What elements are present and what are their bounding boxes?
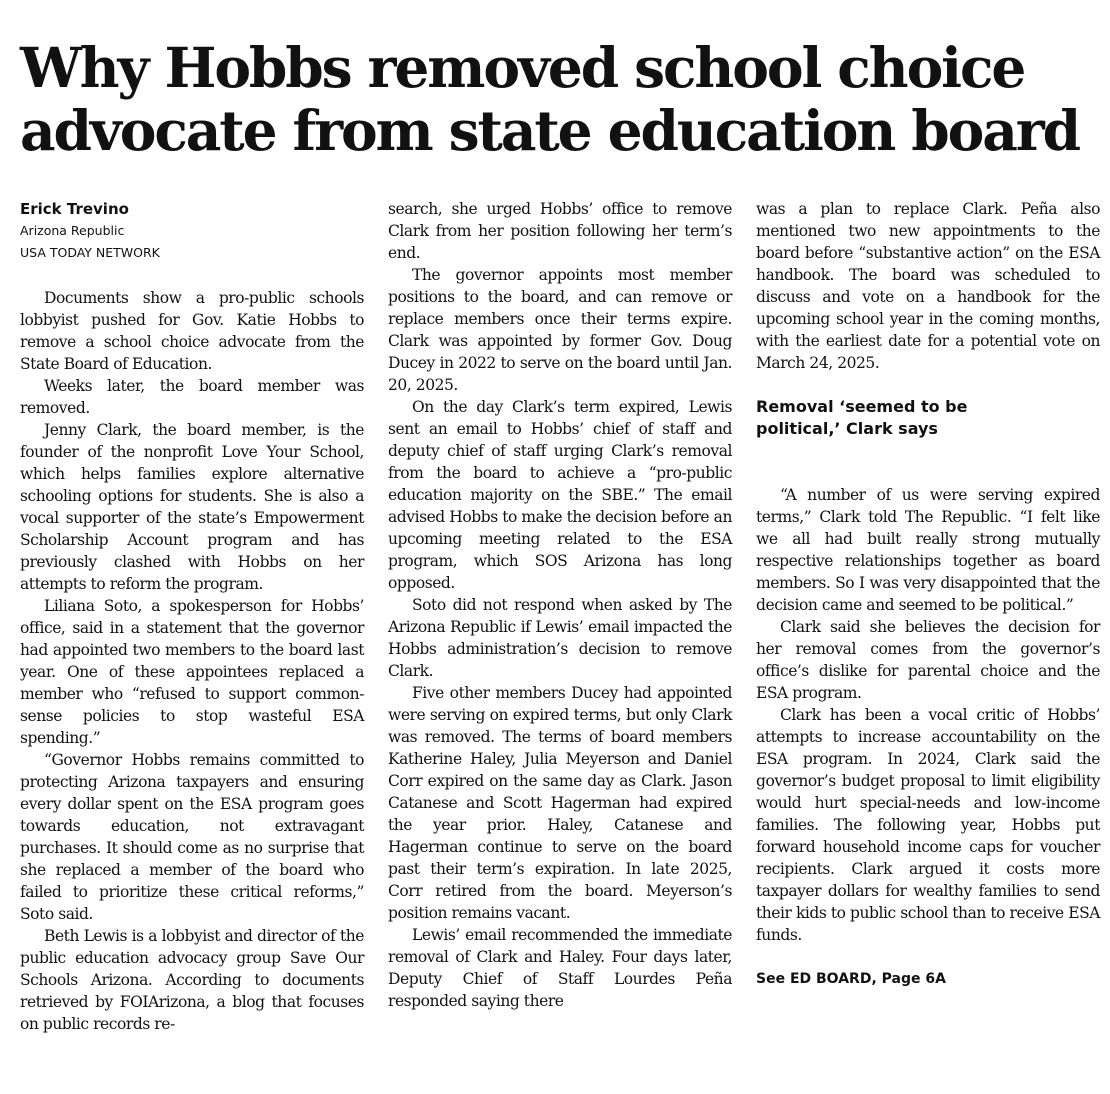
paragraph: Soto did not respond when asked by The Arizona Republic if Lewis’ email impacted the Hobbs administration’s decision to remove Clark. bbox=[388, 596, 732, 680]
byline bbox=[20, 198, 364, 264]
column-3-body-after-subhead bbox=[756, 484, 1100, 946]
paragraph: “Governor Hobbs remains committed to protecting Arizona taxpayers and ensuring every dollar spent on the ESA program goes towards education, not extravagant purchases. It should come as no surprise that she replaced a member of the board who failed to prioritize these critical reforms,” Soto said. bbox=[20, 751, 364, 923]
byline-publication: Arizona Republic bbox=[20, 223, 125, 238]
jump-line: See ED BOARD, Page 6A bbox=[756, 971, 946, 987]
paragraph: On the day Clark’s term expired, Lewis sent an email to Hobbs’ chief of staff and deputy chief of staff urging Clark’s removal from the board to achieve a “pro-public education majority on the SBE.” The email advised Hobbs to make the decision before an upcoming meeting related to the ESA program, which SOS Arizona has long opposed. bbox=[388, 398, 732, 592]
paragraph: Documents show a pro-public schools lobbyist pushed for Gov. Katie Hobbs to remove a school choice advocate from the State Board of Education. bbox=[20, 289, 364, 373]
paragraph-continued: search, she urged Hobbs’ office to remove Clark from her position following her term’s end. bbox=[388, 200, 732, 262]
paragraph: Clark has been a vocal critic of Hobbs’ attempts to increase accountability on the ESA program. In 2024, Clark said the governor’s budget proposal to limit eligibility would hurt special-needs and low-income families. The following year, Hobbs put forward household income caps for voucher recipients. Clark argued it costs more taxpayer dollars for wealthy families to send their kids to public school than to receive ESA funds. bbox=[756, 706, 1100, 944]
paragraph: Clark said she believes the decision for her removal comes from the governor’s office’s dislike for parental choice and the ESA program. bbox=[756, 618, 1100, 702]
paragraph: “A number of us were serving expired terms,” Clark told The Republic. “I felt like we all had built really strong mutually respective relationships together as board members. So I was very disappointed that the decision came and seemed to be political.” bbox=[756, 486, 1100, 614]
headline: Why Hobbs removed school choice advocate from state education board bbox=[20, 35, 1080, 163]
column-2 bbox=[388, 198, 732, 1012]
paragraph: Five other members Ducey had appointed were serving on expired terms, but only Clark was removed. The terms of board members Katherine Haley, Julia Meyerson and Daniel Corr expired on the same day as Clark. Jason Catanese and Scott Hagerman had expired the year prior. Haley, Catanese and Hagerman continue to serve on the board past their term’s expiration. In late 2025, Corr retired from the board. Meyerson’s position remains vacant. bbox=[388, 684, 732, 922]
paragraph: Lewis’ email recommended the immediate removal of Clark and Haley. Four days later, Deputy Chief of Staff Lourdes Peña responded saying there bbox=[388, 926, 732, 1010]
column-1 bbox=[20, 198, 364, 1035]
column-3 bbox=[756, 198, 1100, 990]
byline-author: Erick Trevino bbox=[20, 200, 129, 218]
paragraph: The governor appoints most member positions to the board, and can remove or replace members once their terms expire. Clark was appointed by former Gov. Doug Ducey in 2022 to serve on the board until Jan. 20, 2025. bbox=[388, 266, 732, 394]
column-2-body bbox=[388, 198, 732, 1012]
column-3-body bbox=[756, 198, 1100, 374]
paragraph: Weeks later, the board member was removed. bbox=[20, 377, 364, 417]
paragraph-continued: was a plan to replace Clark. Peña also mentioned two new appointments to the board before “substantive action” on the ESA handbook. The board was scheduled to discuss and vote on a handbook for the upcoming school year in the coming months, with the earliest date for a potential vote on March 24, 2025. bbox=[756, 200, 1100, 372]
column-1-body bbox=[20, 287, 364, 1035]
paragraph: Jenny Clark, the board member, is the founder of the nonprofit Love Your School, which helps families explore alternative schooling options for students. She is also a vocal supporter of the state’s Empowerment Scholarship Account program and has previously clashed with Hobbs on her attempts to reform the program. bbox=[20, 421, 364, 593]
subhead: Removal ‘seemed to be political,’ Clark says bbox=[756, 397, 968, 438]
paragraph: Liliana Soto, a spokesperson for Hobbs’ office, said in a statement that the governor had appointed two members to the board last year. One of these appointees replaced a member who “refused to support common-sense policies to stop wasteful ESA spending.” bbox=[20, 597, 364, 747]
paragraph: Beth Lewis is a lobbyist and director of the public education advocacy group Save Our Schools Arizona. According to documents retrieved by FOIArizona, a blog that focuses on public records re- bbox=[20, 927, 364, 1033]
byline-network: USA TODAY NETWORK bbox=[20, 245, 160, 260]
